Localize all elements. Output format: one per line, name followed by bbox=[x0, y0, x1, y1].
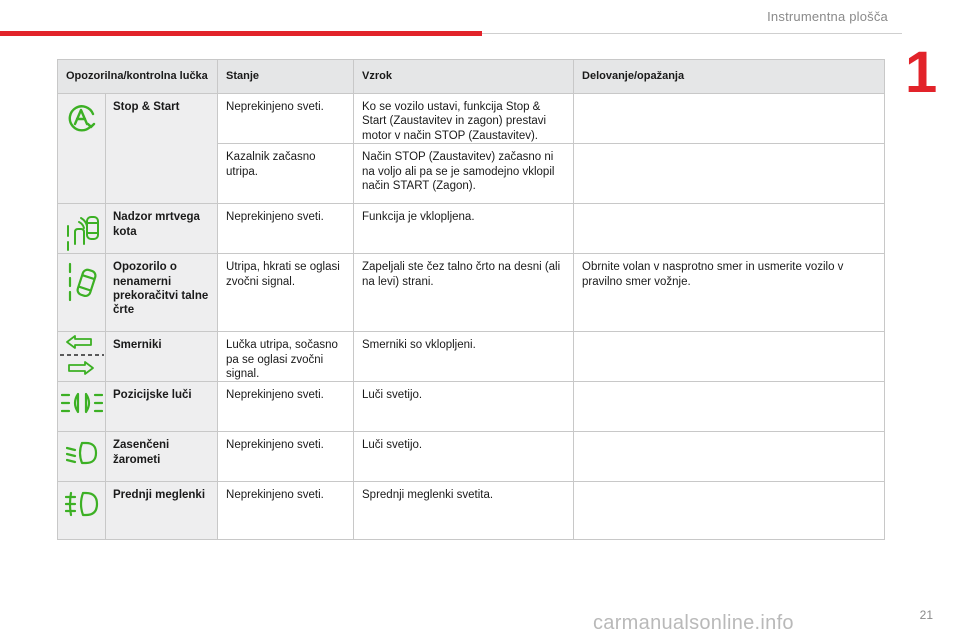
turn-signals-icon bbox=[59, 335, 105, 375]
state-cell: Neprekinjeno sveti. bbox=[218, 204, 354, 254]
front-fog-icon bbox=[65, 490, 99, 518]
lane-departure-icon bbox=[63, 262, 101, 306]
cause-cell: Zapeljali ste čez talno črto na desni (ali na levi) strani. bbox=[354, 254, 574, 332]
state-cell: Neprekinjeno sveti. bbox=[218, 482, 354, 540]
table-row bbox=[58, 204, 885, 254]
table-row bbox=[58, 382, 885, 432]
warning-lights-table bbox=[57, 59, 885, 540]
page-number: 21 bbox=[919, 608, 933, 622]
table-row bbox=[58, 432, 885, 482]
state-cell: Neprekinjeno sveti. bbox=[218, 94, 354, 144]
cause-cell: Luči svetijo. bbox=[354, 432, 574, 482]
dipped-beam-icon bbox=[66, 440, 98, 466]
column-header-light: Opozorilna/kontrolna lučka bbox=[58, 60, 218, 94]
table-header-row bbox=[58, 60, 885, 94]
icon-cell bbox=[58, 254, 106, 332]
icon-cell bbox=[58, 94, 106, 204]
cause-cell: Ko se vozilo ustavi, funkcija Stop & Start (Zaustavitev in zagon) prestavi motor v način STOP (Zaustavitev). bbox=[354, 94, 574, 144]
icon-cell bbox=[58, 332, 106, 382]
state-cell: Utripa, hkrati se oglasi zvočni signal. bbox=[218, 254, 354, 332]
action-cell: Obrnite volan v nasprotno smer in usmerite vozilo v pravilno smer vožnje. bbox=[574, 254, 885, 332]
light-name: Opozorilo o nenamerni prekoračitvi talne črte bbox=[106, 254, 218, 332]
icon-cell bbox=[58, 482, 106, 540]
icon-cell bbox=[58, 382, 106, 432]
table-row bbox=[58, 332, 885, 382]
state-cell: Lučka utripa, sočasno pa se oglasi zvočni signal. bbox=[218, 332, 354, 382]
action-cell bbox=[574, 144, 885, 204]
stop-start-icon bbox=[65, 102, 99, 134]
state-cell: Neprekinjeno sveti. bbox=[218, 432, 354, 482]
action-cell bbox=[574, 204, 885, 254]
watermark: carmanualsonline.info bbox=[593, 612, 794, 634]
state-cell: Neprekinjeno sveti. bbox=[218, 382, 354, 432]
cause-cell: Smerniki so vklopljeni. bbox=[354, 332, 574, 382]
icon-cell bbox=[58, 204, 106, 254]
action-cell bbox=[574, 482, 885, 540]
cause-cell: Funkcija je vklopljena. bbox=[354, 204, 574, 254]
action-cell bbox=[574, 94, 885, 144]
cause-cell: Luči svetijo. bbox=[354, 382, 574, 432]
action-cell bbox=[574, 432, 885, 482]
table-row bbox=[58, 94, 885, 144]
column-header-cause: Vzrok bbox=[354, 60, 574, 94]
column-header-action: Delovanje/opažanja bbox=[574, 60, 885, 94]
section-title: Instrumentna plošča bbox=[767, 9, 888, 24]
light-name: Nadzor mrtvega kota bbox=[106, 204, 218, 254]
state-cell: Kazalnik začasno utripa. bbox=[218, 144, 354, 204]
header-divider bbox=[482, 33, 902, 34]
light-name: Pozicijske luči bbox=[106, 382, 218, 432]
light-name: Smerniki bbox=[106, 332, 218, 382]
action-cell bbox=[574, 382, 885, 432]
light-name: Stop & Start bbox=[106, 94, 218, 204]
cause-cell: Sprednji meglenki svetita. bbox=[354, 482, 574, 540]
header-accent-bar bbox=[0, 31, 482, 36]
light-name: Zasenčeni žarometi bbox=[106, 432, 218, 482]
position-lights-icon bbox=[61, 390, 103, 416]
action-cell bbox=[574, 332, 885, 382]
cause-cell: Način STOP (Zaustavitev) začasno ni na voljo ali pa se je samodejno vklopil način START (Zagon). bbox=[354, 144, 574, 204]
column-header-state: Stanje bbox=[218, 60, 354, 94]
light-name: Prednji meglenki bbox=[106, 482, 218, 540]
table-row bbox=[58, 482, 885, 540]
icon-cell bbox=[58, 432, 106, 482]
table-row bbox=[58, 254, 885, 332]
chapter-number: 1 bbox=[905, 40, 938, 105]
blind-spot-icon bbox=[62, 212, 102, 252]
